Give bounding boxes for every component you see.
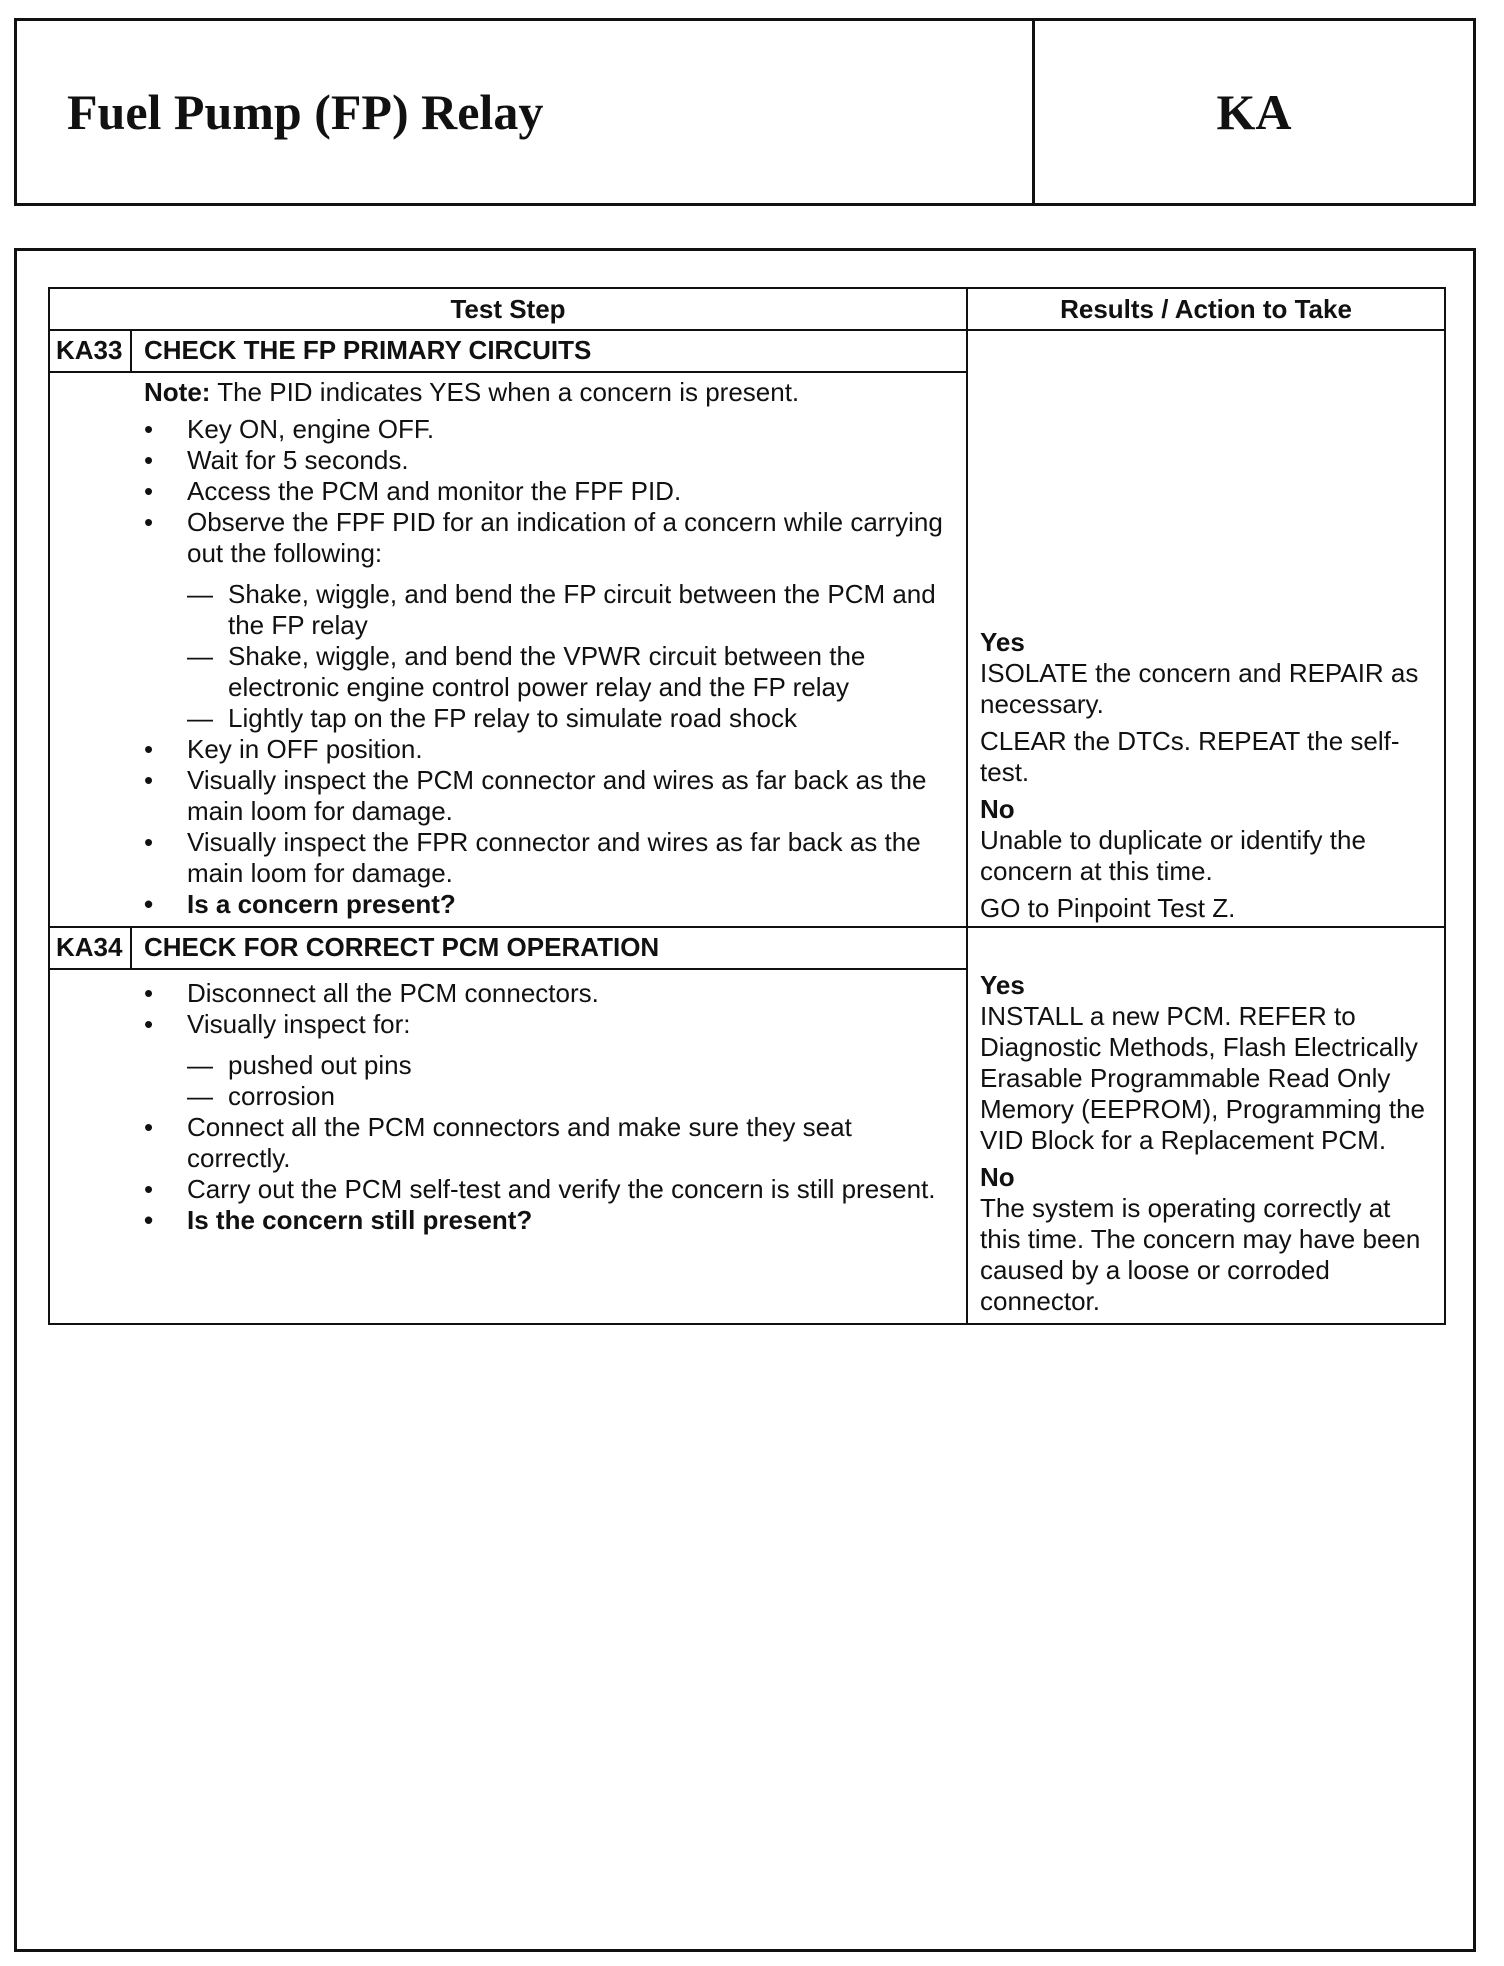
result-no-text: Unable to duplicate or identify the concern at this time. xyxy=(980,825,1366,886)
step-title: CHECK FOR CORRECT PCM OPERATION xyxy=(131,927,967,969)
table-header-row xyxy=(49,288,1445,330)
list-item: — Shake, wiggle, and bend the FP circuit between the PCM and the FP relay xyxy=(187,579,954,641)
list-item: • Carry out the PCM self-test and verify the concern is still present. xyxy=(144,1174,954,1205)
result-no-label: No xyxy=(980,794,1015,824)
result-no-text: The system is operating correctly at this time. The concern may have been caused by a loose or corroded connector. xyxy=(980,1193,1421,1316)
step-question: • Is a concern present? xyxy=(144,889,954,920)
step-bullet-list xyxy=(144,978,954,1040)
step-bullet-list xyxy=(144,414,954,569)
section-code: KA xyxy=(1216,84,1292,140)
list-item: — corrosion xyxy=(187,1081,954,1112)
step-id: KA34 xyxy=(49,927,131,969)
step-title-row xyxy=(49,330,1445,372)
diagnostic-table xyxy=(48,287,1446,1325)
result-no-label: No xyxy=(980,1162,1015,1192)
step-sub-list xyxy=(144,579,954,734)
step-results xyxy=(967,927,1445,1324)
list-item: • Observe the FPF PID for an indication of a concern while carrying out the following: xyxy=(144,507,954,569)
step-sub-list xyxy=(144,1050,954,1112)
step-title: CHECK THE FP PRIMARY CIRCUITS xyxy=(131,330,967,372)
step-id: KA33 xyxy=(49,330,131,372)
note-text: The PID indicates YES when a concern is present. xyxy=(217,377,800,407)
list-item: • Visually inspect for: xyxy=(144,1009,954,1040)
list-item: • Key in OFF position. xyxy=(144,734,954,765)
list-item: • Wait for 5 seconds. xyxy=(144,445,954,476)
result-yes-text: INSTALL a new PCM. REFER to Diagnostic Methods, Flash Electrically Erasable Programmable Read Only Memory (EEPROM), Programming the VID Block for a Replacement PCM. xyxy=(980,1001,1425,1155)
list-item: — Shake, wiggle, and bend the VPWR circuit between the electronic engine control power relay and the FP relay xyxy=(187,641,954,703)
step-results xyxy=(967,330,1445,927)
list-item: • Key ON, engine OFF. xyxy=(144,414,954,445)
step-instructions xyxy=(49,372,967,927)
list-item: • Visually inspect the PCM connector and wires as far back as the main loom for damage. xyxy=(144,765,954,827)
step-title-row xyxy=(49,927,1445,969)
list-item: • Connect all the PCM connectors and make sure they seat correctly. xyxy=(144,1112,954,1174)
step-note xyxy=(144,377,954,408)
list-item: — Lightly tap on the FP relay to simulate road shock xyxy=(187,703,954,734)
page-title: Fuel Pump (FP) Relay xyxy=(17,21,1035,203)
list-item: • Access the PCM and monitor the FPF PID. xyxy=(144,476,954,507)
note-label: Note: xyxy=(144,377,211,407)
result-yes-text: CLEAR the DTCs. REPEAT the self-test. xyxy=(980,726,1400,787)
result-yes-label: Yes xyxy=(980,970,1025,1000)
step-question: • Is the concern still present? xyxy=(144,1205,954,1236)
list-item: • Visually inspect the FPR connector and wires as far back as the main loom for damage. xyxy=(144,827,954,889)
result-no-text: GO to Pinpoint Test Z. xyxy=(980,893,1236,923)
list-item: • Disconnect all the PCM connectors. xyxy=(144,978,954,1009)
step-instructions xyxy=(49,969,967,1324)
step-bullet-list xyxy=(144,1112,954,1236)
result-yes-text: ISOLATE the concern and REPAIR as necessary. xyxy=(980,658,1419,719)
result-yes-label: Yes xyxy=(980,627,1025,657)
column-header-test-step: Test Step xyxy=(49,288,967,330)
column-header-results: Results / Action to Take xyxy=(967,288,1445,330)
header-box xyxy=(14,18,1476,206)
step-bullet-list xyxy=(144,734,954,920)
list-item: — pushed out pins xyxy=(187,1050,954,1081)
